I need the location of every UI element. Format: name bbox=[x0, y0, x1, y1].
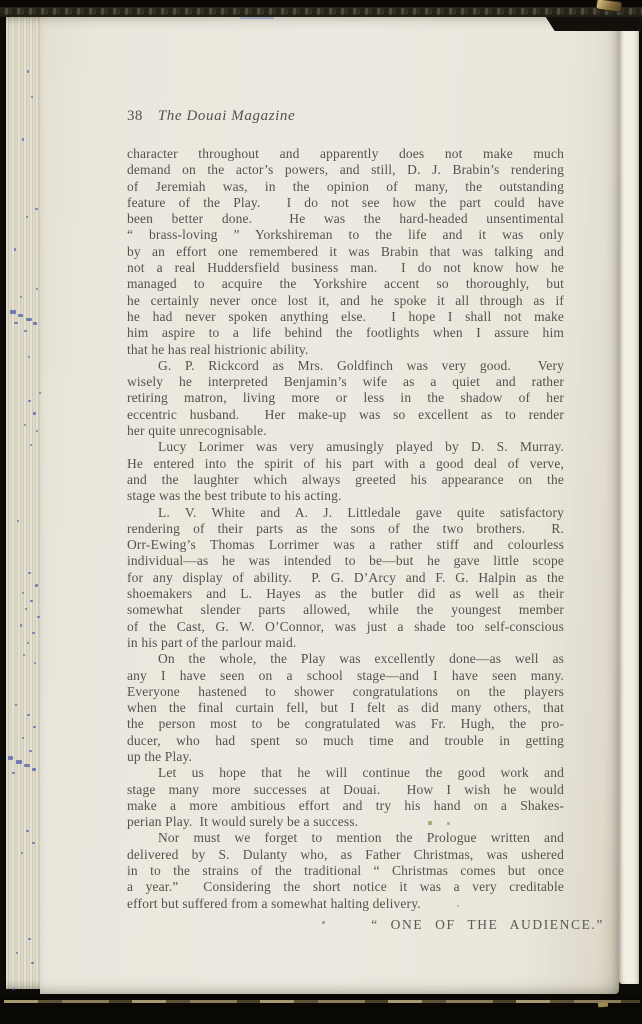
text-line: of the Cast, G. W. O’Connor, was just a shade too self-conscious bbox=[127, 618, 564, 634]
ink-speckle bbox=[28, 938, 31, 940]
text-line: and the laughter which always greeted his appearance on the bbox=[127, 471, 564, 487]
paragraph bbox=[127, 651, 564, 765]
ink-speckle bbox=[26, 216, 28, 218]
text-line: a year.” Considering the short notice it was a very creditable bbox=[127, 879, 564, 895]
ink-speckle bbox=[27, 642, 29, 644]
page-header bbox=[127, 108, 564, 125]
text-line: “ brass-loving ” Yorkshireman to the life and it was only bbox=[127, 227, 564, 243]
ink-speckle bbox=[23, 654, 25, 656]
text-line: managed to acquire the Yorkshire accent so thoroughly, but bbox=[127, 276, 564, 292]
paragraph bbox=[127, 439, 564, 504]
ink-speckle bbox=[33, 322, 37, 325]
ink-speckle bbox=[32, 632, 35, 634]
cover-weave-texture bbox=[0, 8, 642, 15]
text-line: L. V. White and A. J. Littledale gave quite satisfactory bbox=[158, 504, 564, 520]
ink-speckle bbox=[20, 296, 22, 298]
author-signature: “ ONE OF THE AUDIENCE.” bbox=[371, 917, 604, 932]
text-line: perian Play. It would surely be a success. bbox=[127, 814, 359, 830]
ink-speckle bbox=[15, 704, 17, 706]
text-line: the person most to be congratulated was Fr. Hugh, the pro- bbox=[127, 716, 564, 732]
cover-corner-shade bbox=[545, 16, 642, 31]
text-line: been better done. He was the hard-headed unsentimental bbox=[127, 211, 564, 227]
ink-speckle bbox=[17, 520, 19, 522]
text-line: Orr-Ewing’s Thomas Lorrimer was a rather stiff and colourless bbox=[127, 537, 564, 553]
ink-speckle bbox=[31, 962, 34, 964]
paragraph bbox=[127, 830, 564, 911]
ink-speckle bbox=[33, 412, 36, 415]
ink-speckle bbox=[20, 624, 22, 627]
paper-speck bbox=[428, 821, 432, 825]
text-line: wisely he interpreted Benjamin’s wife as a quiet and rather bbox=[127, 374, 564, 390]
ink-speckle bbox=[26, 318, 32, 321]
text-line: character throughout and apparently does not make much bbox=[127, 146, 564, 161]
ink-speckle bbox=[12, 988, 15, 990]
text-line: that he has real histrionic ability. bbox=[127, 341, 309, 357]
text-line: demand on the actor’s powers, and still, D. J. Brabin’s rendering bbox=[127, 162, 564, 178]
ink-speckle bbox=[31, 96, 33, 98]
magazine-title: The Douai Magazine bbox=[157, 108, 296, 124]
ink-speckle bbox=[29, 750, 32, 752]
text-line: Lucy Lorimer was very amusingly played by D. S. Murray. bbox=[158, 439, 564, 455]
text-line: him aspire to a life behind the footlights when I assure him bbox=[127, 325, 564, 341]
ink-speckle bbox=[12, 772, 15, 774]
text-line: individual—as he was intended to be—but he gave little scope bbox=[127, 553, 564, 569]
text-line: effort but suffered from a somewhat halting delivery. bbox=[127, 895, 421, 911]
gold-fleck bbox=[598, 1001, 608, 1007]
paragraph bbox=[127, 505, 564, 652]
magazine-page bbox=[40, 16, 619, 994]
book-fore-edge bbox=[6, 17, 42, 989]
text-line: rendering of their parts as the sons of the two brothers. R. bbox=[127, 520, 564, 536]
paper-speck bbox=[457, 905, 459, 907]
ink-speckle bbox=[34, 662, 36, 664]
ink-speckle bbox=[36, 430, 38, 432]
ink-speckle bbox=[30, 600, 33, 602]
ink-speckle bbox=[32, 842, 35, 844]
text-line: he had never spoken anything else. I hope I shall not make bbox=[127, 308, 564, 324]
text-line: her quite unrecognisable. bbox=[127, 423, 267, 439]
paper-speck bbox=[322, 921, 325, 924]
ink-speckle bbox=[28, 572, 31, 574]
ink-speckle bbox=[33, 726, 36, 728]
ink-speckle bbox=[18, 314, 23, 317]
text-line: up the Play. bbox=[127, 748, 193, 764]
text-line: in to the strains of the traditional “ Christmas comes but once bbox=[127, 863, 564, 879]
text-line: in his part of the parlour maid. bbox=[127, 634, 297, 650]
ink-speckle bbox=[24, 330, 27, 332]
body-text bbox=[127, 146, 564, 912]
paper-speck bbox=[447, 822, 450, 825]
text-line: by an effort one remembered it was Brabin that was talking and bbox=[127, 243, 564, 259]
text-line: Let us hope that he will continue the good work and bbox=[158, 765, 564, 781]
ink-speckle bbox=[10, 310, 16, 314]
text-line: when the final curtain fell, but I felt as did many others, that bbox=[127, 700, 564, 716]
text-line: He entered into the spirit of his part with a good deal of verve, bbox=[127, 455, 564, 471]
ink-speckle bbox=[27, 714, 30, 716]
ink-speckle bbox=[32, 768, 36, 771]
ink-speckle bbox=[36, 288, 38, 290]
ink-speckle bbox=[35, 584, 38, 587]
text-line: shoemakers and L. Hayes as the butler did as well as their bbox=[127, 586, 564, 602]
underlying-page-edge bbox=[619, 26, 639, 984]
text-line: he certainly never once lost it, and he spoke it all through as if bbox=[127, 292, 564, 308]
text-line: delivered by S. Dulanty who, as Father Christmas, was ushered bbox=[127, 846, 564, 862]
text-line: eccentric husband. Her make-up was so excellent as to render bbox=[127, 406, 564, 422]
text-line: ducer, who had spent so much time and trouble in getting bbox=[127, 732, 564, 748]
text-line: feature of the Play. I do not see how the part could have bbox=[127, 194, 564, 210]
ink-speckle bbox=[39, 392, 41, 394]
text-line: of Jeremiah was, in the opinion of many, the outstanding bbox=[127, 178, 564, 194]
ink-speckle bbox=[37, 616, 40, 618]
ink-speckle bbox=[30, 444, 32, 446]
ink-speckle bbox=[16, 760, 22, 764]
ink-speckle bbox=[35, 208, 38, 210]
text-line: stage was the best tribute to his acting. bbox=[127, 488, 342, 504]
ink-speckle bbox=[22, 737, 24, 739]
text-line: Everyone hastened to shower congratulations on the players bbox=[127, 683, 564, 699]
paragraph bbox=[127, 146, 564, 358]
text-line: somewhat slender parts allowed, while the youngest member bbox=[127, 602, 564, 618]
paragraph bbox=[127, 765, 564, 830]
text-line: G. P. Rickcord as Mrs. Goldfinch was very good. Very bbox=[158, 357, 564, 373]
ink-speckle bbox=[8, 756, 13, 760]
gilt-edge-line bbox=[4, 1000, 640, 1003]
page-number: 38 bbox=[127, 108, 143, 124]
ink-speckle bbox=[21, 852, 23, 854]
cover-top-band bbox=[0, 0, 642, 17]
text-line: for any display of ability. P. G. D’Arcy and F. G. Halpin as the bbox=[127, 569, 564, 585]
ink-speckle bbox=[25, 608, 27, 610]
paper-speck bbox=[240, 17, 274, 19]
ink-speckle bbox=[27, 70, 29, 73]
ink-speckle bbox=[22, 592, 24, 594]
cover-bottom-band bbox=[0, 994, 642, 1024]
ink-speckle bbox=[14, 322, 18, 324]
ink-speckle bbox=[22, 138, 24, 141]
paragraph bbox=[127, 358, 564, 439]
ink-speckle bbox=[24, 764, 30, 767]
ink-speckle bbox=[16, 952, 18, 954]
ink-speckle bbox=[14, 248, 16, 251]
text-line: Nor must we forget to mention the Prologue written and bbox=[158, 830, 564, 846]
text-line: make a more ambitious effort and try his hand on a Shakes- bbox=[127, 797, 564, 813]
text-line: not a real Huddersfield business man. I do not know how he bbox=[127, 260, 564, 276]
ink-speckle bbox=[24, 424, 26, 426]
ink-speckle bbox=[28, 400, 31, 402]
ink-speckle bbox=[26, 830, 29, 832]
ink-speckle bbox=[28, 356, 30, 358]
text-line: stage many more successes at Douai. How I wish he would bbox=[127, 781, 564, 797]
text-line: any I have seen on a school stage—and I have seen many. bbox=[127, 667, 564, 683]
text-line: retiring matron, living more or less in the shadow of her bbox=[127, 390, 564, 406]
text-line: On the whole, the Play was excellently done—as well as bbox=[158, 651, 564, 667]
